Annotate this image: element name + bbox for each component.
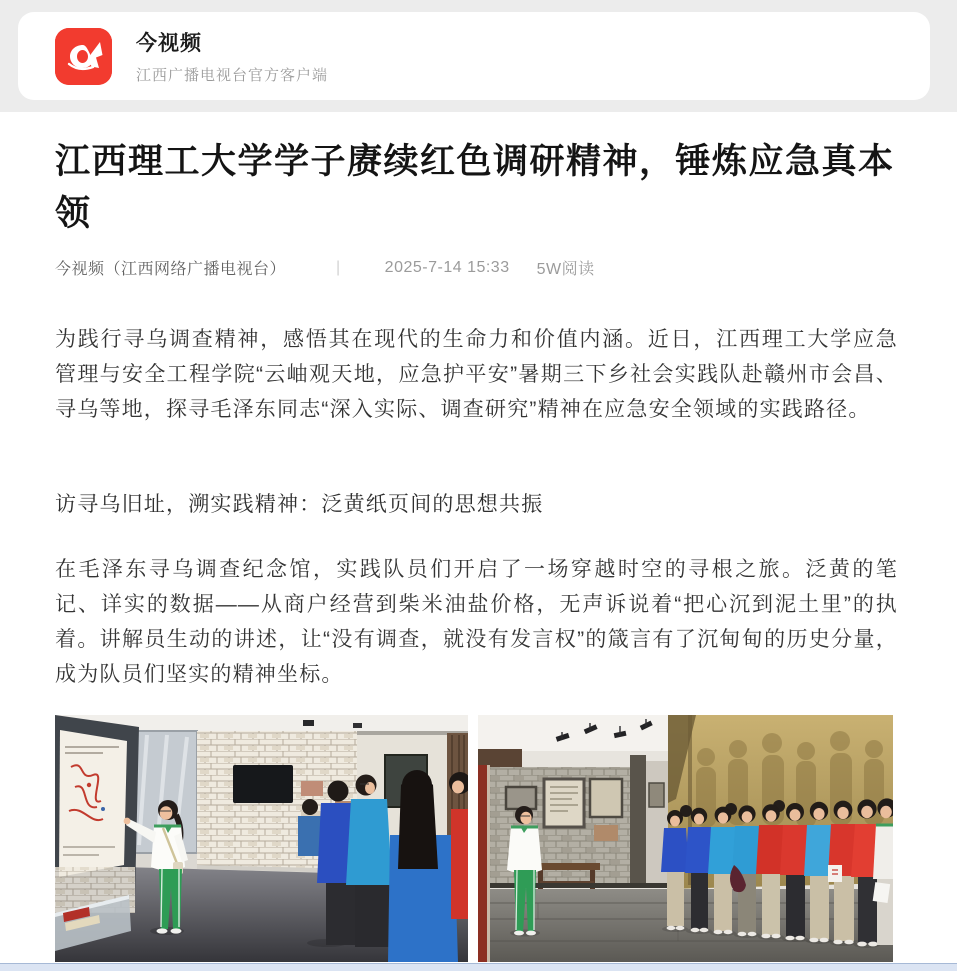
article-source: 今视频（江西网络广播电视台） (55, 261, 287, 278)
article-container (0, 112, 957, 970)
article-paragraph-2: 在毛泽东寻乌调查纪念馆，实践队员们开启了一场穿越时空的寻根之旅。泛黄的笔记、详实的数据——从商户经营到柴米油盐价格，无声诉说着“把心沉到泥土里”的执着。讲解员生动的讲述，让“没有调查，就没有发言权”的箴言有了沉甸甸的历史分量，成为队员们坚实的精神坐标。 (55, 558, 898, 686)
app-name: 今视频 (136, 32, 202, 55)
app-subtitle: 江西广播电视台官方客户端 (136, 67, 329, 84)
article-read-count: 5W阅读 (536, 261, 595, 278)
article-photo-guide-panel[interactable] (55, 715, 468, 962)
app-header-card[interactable] (18, 12, 930, 100)
byline-separator: | (336, 258, 341, 276)
article-title: 江西理工大学学子赓续红色调研精神，锤炼应急真本领 (55, 142, 895, 233)
article-photo-relief-wall[interactable] (478, 715, 893, 962)
article-paragraph-1: 为践行寻乌调查精神，感悟其在现代的生命力和价值内涵。近日，江西理工大学应急管理与安全工程学院“云岫观天地，应急护平安”暑期三下乡社会实践队赴赣州市会昌、寻乌等地，探寻毛泽东同志“深入实际、调查研究”精神在应急安全领域的实践路径。 (55, 328, 898, 421)
article-section-heading: 访寻乌旧址，溯实践精神：泛黄纸页间的思想共振 (55, 493, 544, 516)
article-datetime: 2025-7-14 15:33 (384, 258, 510, 276)
app-identity (136, 27, 328, 85)
app-logo[interactable] (55, 28, 112, 85)
article-byline (55, 256, 898, 279)
alpha-arrow-icon (55, 28, 112, 85)
